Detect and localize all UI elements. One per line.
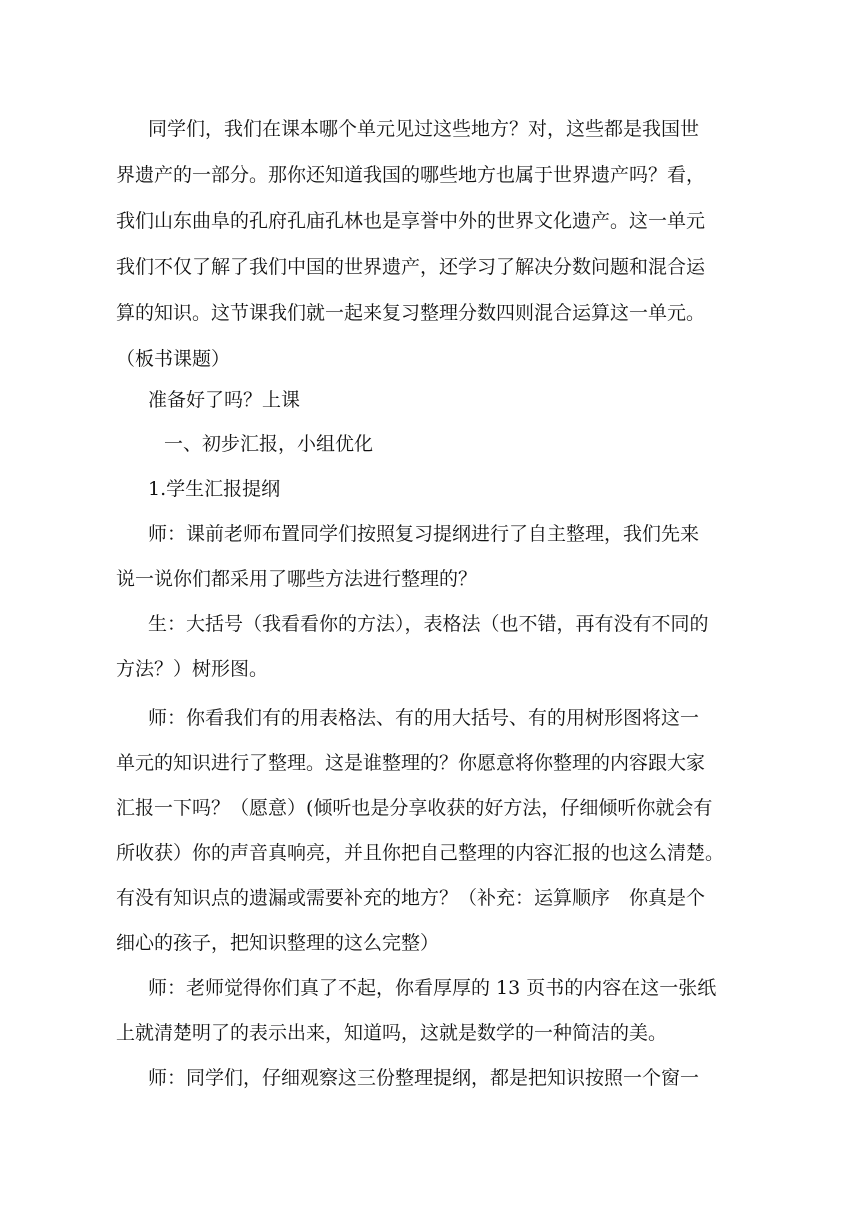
paragraph-line: 准备好了吗？上课: [148, 389, 301, 411]
paragraph-line: 同学们，我们在课本哪个单元见过这些地方？对，这些都是我国世: [148, 118, 700, 140]
paragraph-line: 细心的孩子，把知识整理的这么完整）: [116, 932, 440, 954]
paragraph-line: 所收获）你的声音真响亮，并且你把自己整理的内容汇报的也这么清楚。: [116, 842, 725, 864]
paragraph-line: 师：老师觉得你们真了不起，你看厚厚的 13 页书的内容在这一张纸: [148, 977, 717, 999]
paragraph-line: 单元的知识进行了整理。这是谁整理的？你愿意将你整理的内容跟大家: [116, 752, 706, 774]
paragraph-line: 上就清楚明了的表示出来，知道吗，这就是数学的一种简洁的美。: [116, 1022, 668, 1044]
paragraph-line: 生：大括号（我看看你的方法），表格法（也不错，再有没有不同的: [148, 613, 709, 635]
paragraph-line: 界遗产的一部分。那你还知道我国的哪些地方也属于世界遗产吗？看，: [116, 164, 706, 186]
paragraph-line: 汇报一下吗？（愿意）(倾听也是分享收获的好方法，仔细倾听你就会有: [116, 797, 713, 819]
paragraph-line: 算的知识。这节课我们就一起来复习整理分数四则混合运算这一单元。: [116, 302, 706, 324]
paragraph-line: 有没有知识点的遗漏或需要补充的地方？（补充：运算顺序 你真是个: [116, 887, 706, 909]
paragraph-line: 我们不仅了解了我们中国的世界遗产，还学习了解决分数问题和混合运: [116, 256, 706, 278]
subsection-heading: 1.学生汇报提纲: [148, 478, 281, 500]
paragraph-line: 师：你看我们有的用表格法、有的用大括号、有的用树形图将这一: [148, 707, 700, 729]
paragraph-line: （板书课题）: [116, 348, 231, 370]
section-heading: 一、初步汇报，小组优化: [164, 433, 374, 455]
paragraph-line: 方法？）树形图。: [116, 658, 269, 680]
paragraph-line: 师：同学们，仔细观察这三份整理提纲，都是把知识按照一个窗一: [148, 1067, 700, 1089]
paragraph-line: 说一说你们都采用了哪些方法进行整理的？: [116, 568, 478, 590]
paragraph-line: 我们山东曲阜的孔府孔庙孔林也是享誉中外的世界文化遗产。这一单元: [116, 210, 706, 232]
paragraph-line: 师：课前老师布置同学们按照复习提纲进行了自主整理，我们先来: [148, 523, 700, 545]
